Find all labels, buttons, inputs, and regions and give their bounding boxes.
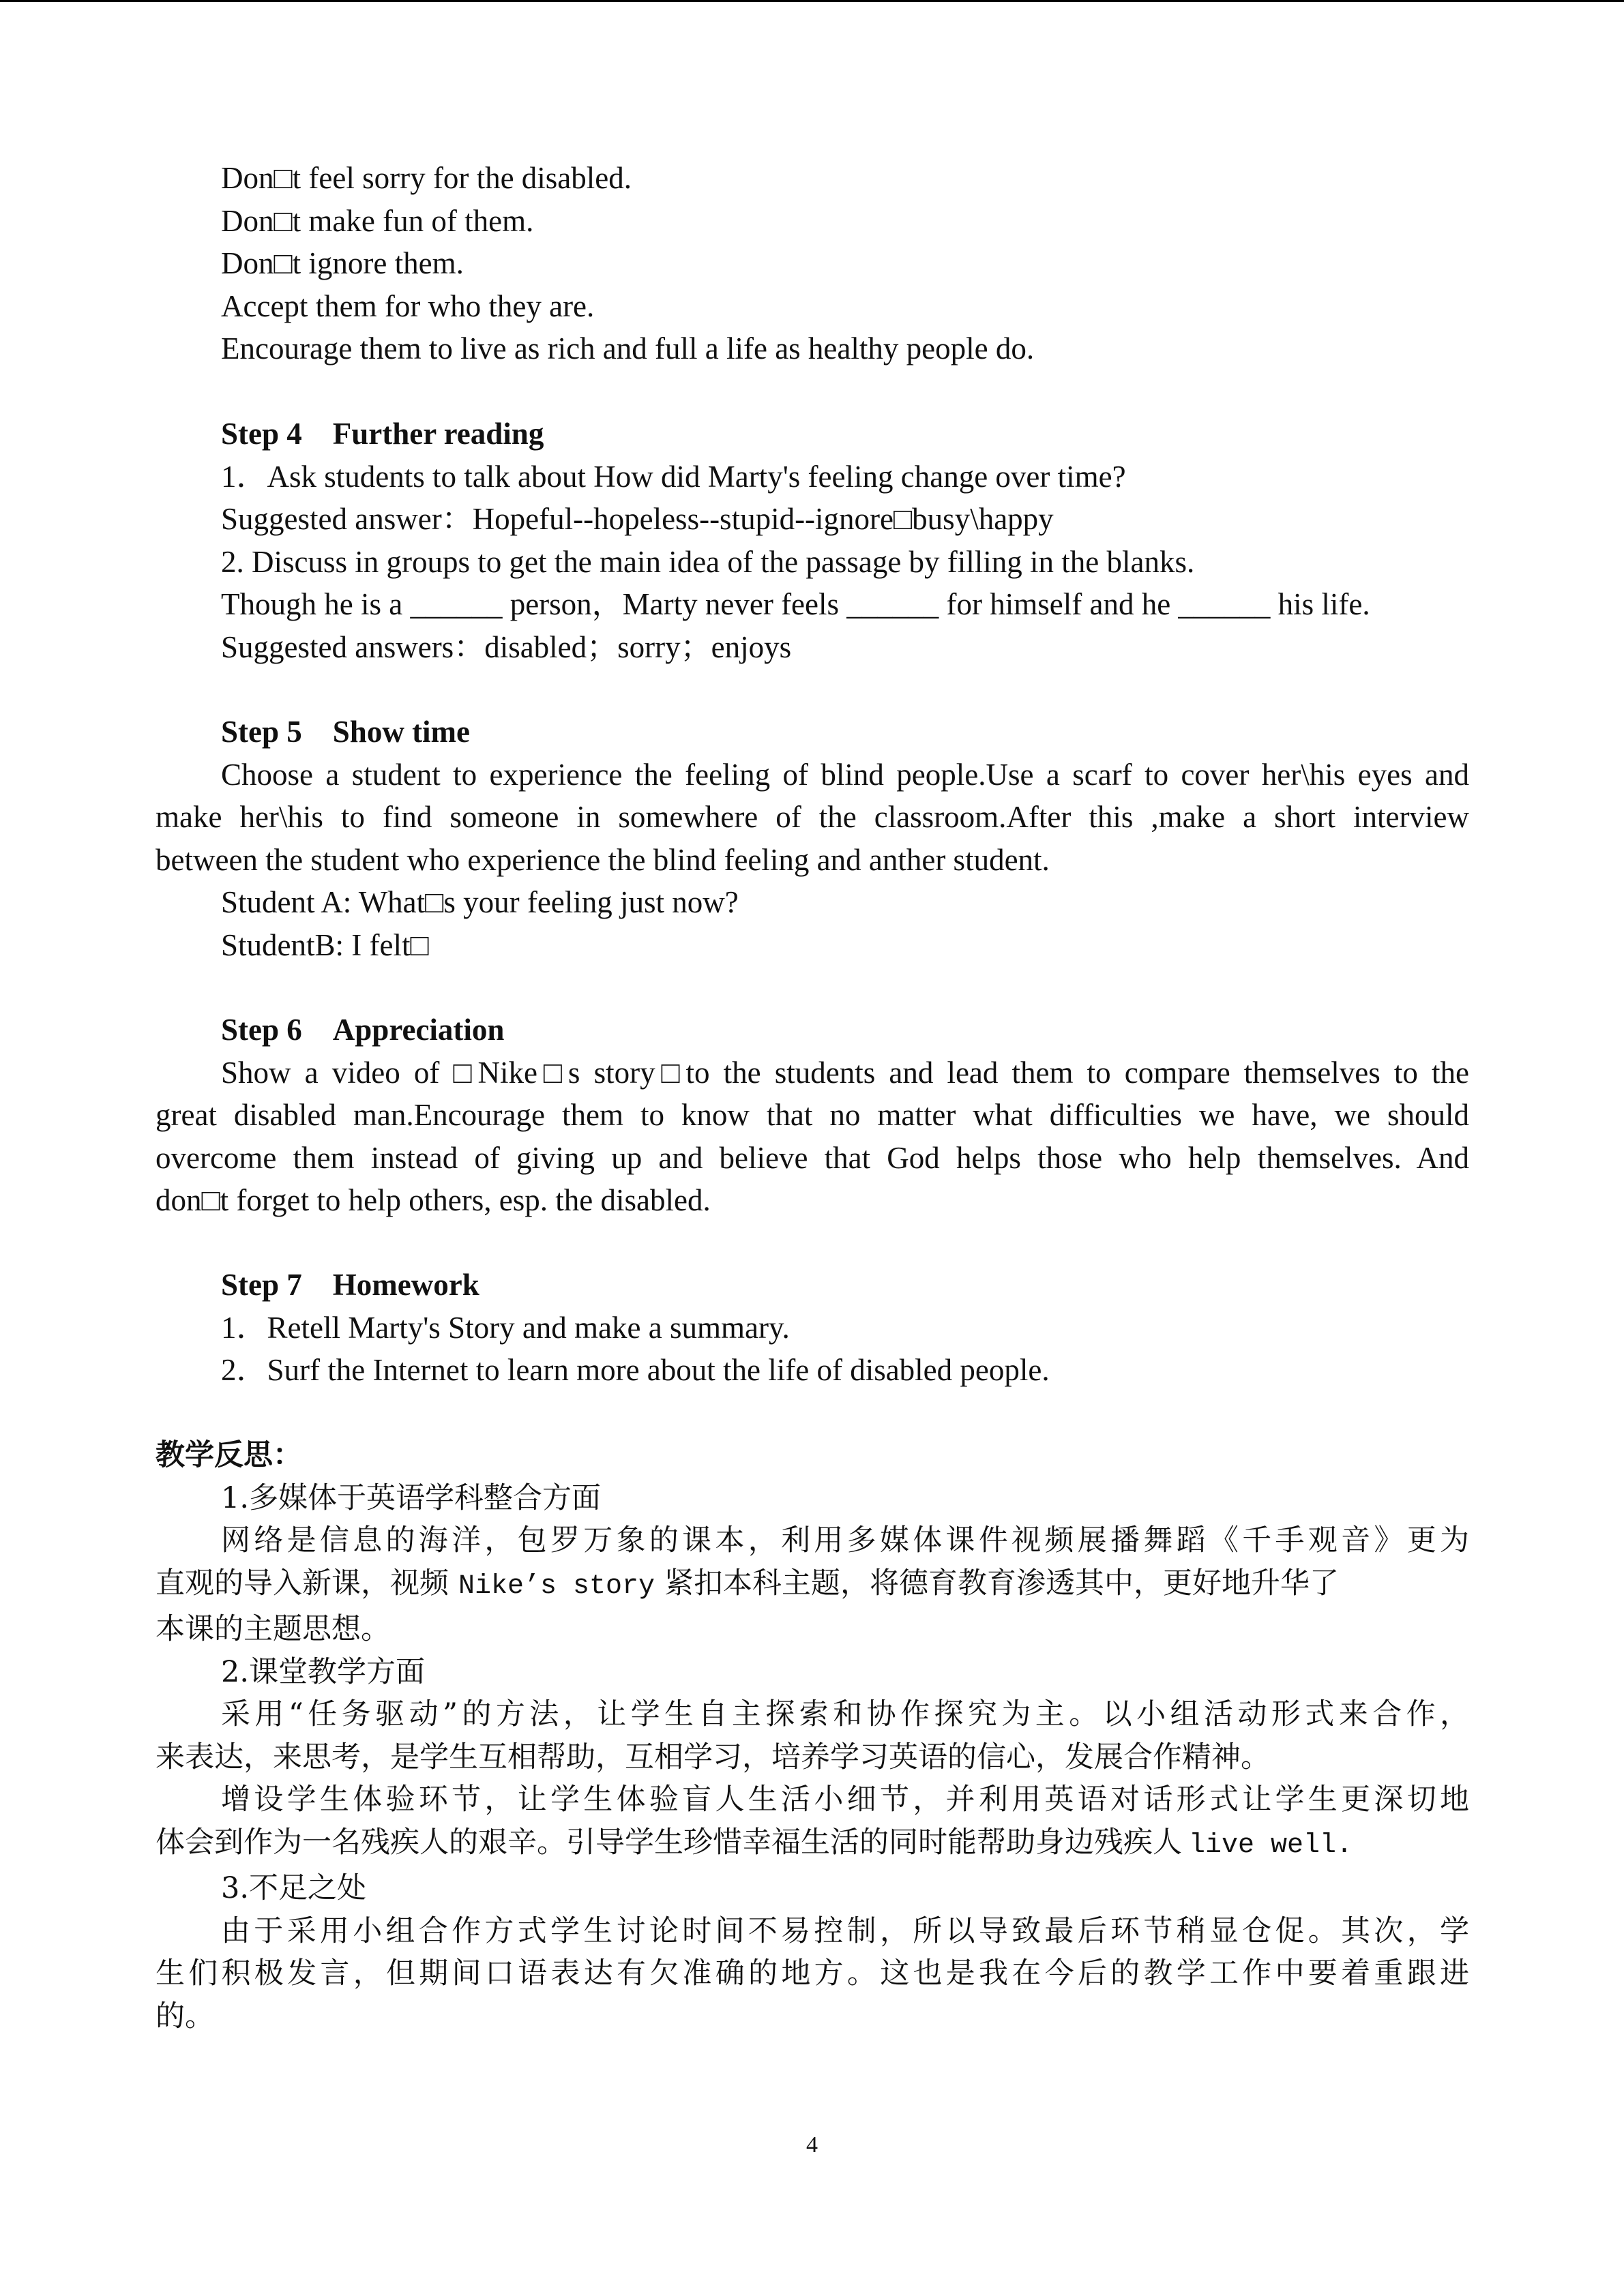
reflection-p1-line-1: 网络是信息的海洋，包罗万象的课本，利用多媒体课件视频展播舞蹈《千手观音》更为	[221, 1523, 1469, 1557]
step4-blank-sentence: Though he is a ______ person，Marty never feels ______ for himself and he ______ his life.	[221, 587, 1370, 621]
intro-line-5: Encourage them to live as rich and full a life as healthy people do.	[221, 331, 1035, 366]
intro-line-1: Don□t feel sorry for the disabled.	[221, 161, 632, 195]
intro-line-4: Accept them for who they are.	[221, 288, 595, 323]
reflection-heading-3: 3.不足之处	[221, 1871, 367, 1905]
reflection-heading-1: 1.多媒体于英语学科整合方面	[221, 1480, 602, 1515]
step7-heading: Step 7 Homework	[221, 1268, 479, 1302]
reflection-p1-line-2-b: Nike’s story	[458, 1570, 655, 1602]
reflection-p3-line-2-a: 体会到作为一名残疾人的艰辛。引导学生珍惜幸福生活的同时能帮助身边残疾人	[156, 1825, 1182, 1860]
intro-list	[156, 157, 1469, 370]
reflection-p1-line-2	[156, 1562, 1469, 1609]
top-border-line	[0, 0, 1624, 2]
reflection-p2-line-2: 来表达，来思考，是学生互相帮助，互相学习，培养学习英语的信心，发展合作精神。	[156, 1740, 1270, 1774]
reflection-title: 教学反思：	[156, 1438, 302, 1472]
step6-para-line-1: Show a video of □Nike□s story□to the students and lead them to compare themselves to the	[221, 1055, 1469, 1090]
step5-section	[156, 711, 1469, 966]
step4-item-2: 2. Discuss in groups to get the main idea of the passage by filling in the blanks.	[221, 544, 1195, 579]
page-number: 4	[806, 2132, 818, 2158]
step7-section	[156, 1264, 1469, 1392]
intro-line-2: Don□t make fun of them.	[221, 203, 534, 238]
step7-item-2: 2．Surf the Internet to learn more about the life of disabled people.	[221, 1353, 1050, 1387]
step5-heading: Step 5 Show time	[221, 715, 471, 749]
reflection-section	[156, 1434, 1469, 2038]
step4-heading: Step 4 Further reading	[221, 417, 544, 451]
reflection-p4-line-1: 由于采用小组合作方式学生讨论时间不易控制，所以导致最后环节稍显仓促。其次，学	[221, 1913, 1469, 1948]
reflection-p4-line-3: 的。	[156, 1999, 214, 2033]
step7-item-1: 1．Retell Marty's Story and make a summary.	[221, 1310, 790, 1345]
step5-dialog-a: Student A: What□s your feeling just now?	[221, 885, 739, 919]
step6-para-line-2: great disabled man.Encourage them to know that no matter what difficulties we have, we should	[156, 1098, 1469, 1132]
step6-heading: Step 6 Appreciation	[221, 1013, 505, 1047]
reflection-p3-line-2	[156, 1821, 1469, 1868]
intro-line-3: Don□t ignore them.	[221, 246, 464, 280]
reflection-p3-line-2-b: live well.	[1189, 1830, 1353, 1861]
reflection-p1-line-2-c: 紧扣本科主题，将德育教育渗透其中，更好地升华了	[664, 1566, 1340, 1600]
step5-para-line-2: make her\his to find someone in somewhere of the classroom.After this ,make a short interview	[156, 800, 1469, 834]
step5-para-line-3: between the student who experience the blind feeling and anther student.	[156, 842, 1050, 877]
reflection-p3-line-1: 增设学生体验环节，让学生体验盲人生活小细节，并利用英语对话形式让学生更深切地	[221, 1783, 1469, 1817]
step6-section	[156, 1009, 1469, 1222]
step4-section	[156, 413, 1469, 668]
step4-answer-1: Suggested answer：Hopeful--hopeless--stupid--ignore□busy\happy	[221, 502, 1054, 536]
step4-item-1: 1．Ask students to talk about How did Marty's feeling change over time?	[221, 459, 1126, 494]
step6-para-line-3: overcome them instead of giving up and believe that God helps those who help themselves. And	[156, 1140, 1469, 1175]
reflection-p1-line-3: 本课的主题思想。	[156, 1612, 390, 1646]
reflection-heading-2: 2.课堂教学方面	[221, 1654, 426, 1689]
reflection-p4-line-2: 生们积极发言，但期间口语表达有欠准确的地方。这也是我在今后的教学工作中要着重跟进	[156, 1956, 1469, 1991]
step6-para-line-4: don□t forget to help others, esp. the disabled.	[156, 1183, 711, 1217]
step4-answer-2: Suggested answers：disabled；sorry；enjoys	[221, 629, 792, 664]
step5-dialog-b: StudentB: I felt□	[221, 927, 429, 962]
reflection-p1-line-2-a: 直观的导入新课，视频	[156, 1566, 449, 1600]
step5-para-line-1: Choose a student to experience the feeling of blind people.Use a scarf to cover her\his eyes and	[221, 757, 1469, 792]
reflection-p2-line-1: 采用“任务驱动”的方法，让学生自主探索和协作探究为主。以小组活动形式来合作，	[221, 1697, 1469, 1731]
